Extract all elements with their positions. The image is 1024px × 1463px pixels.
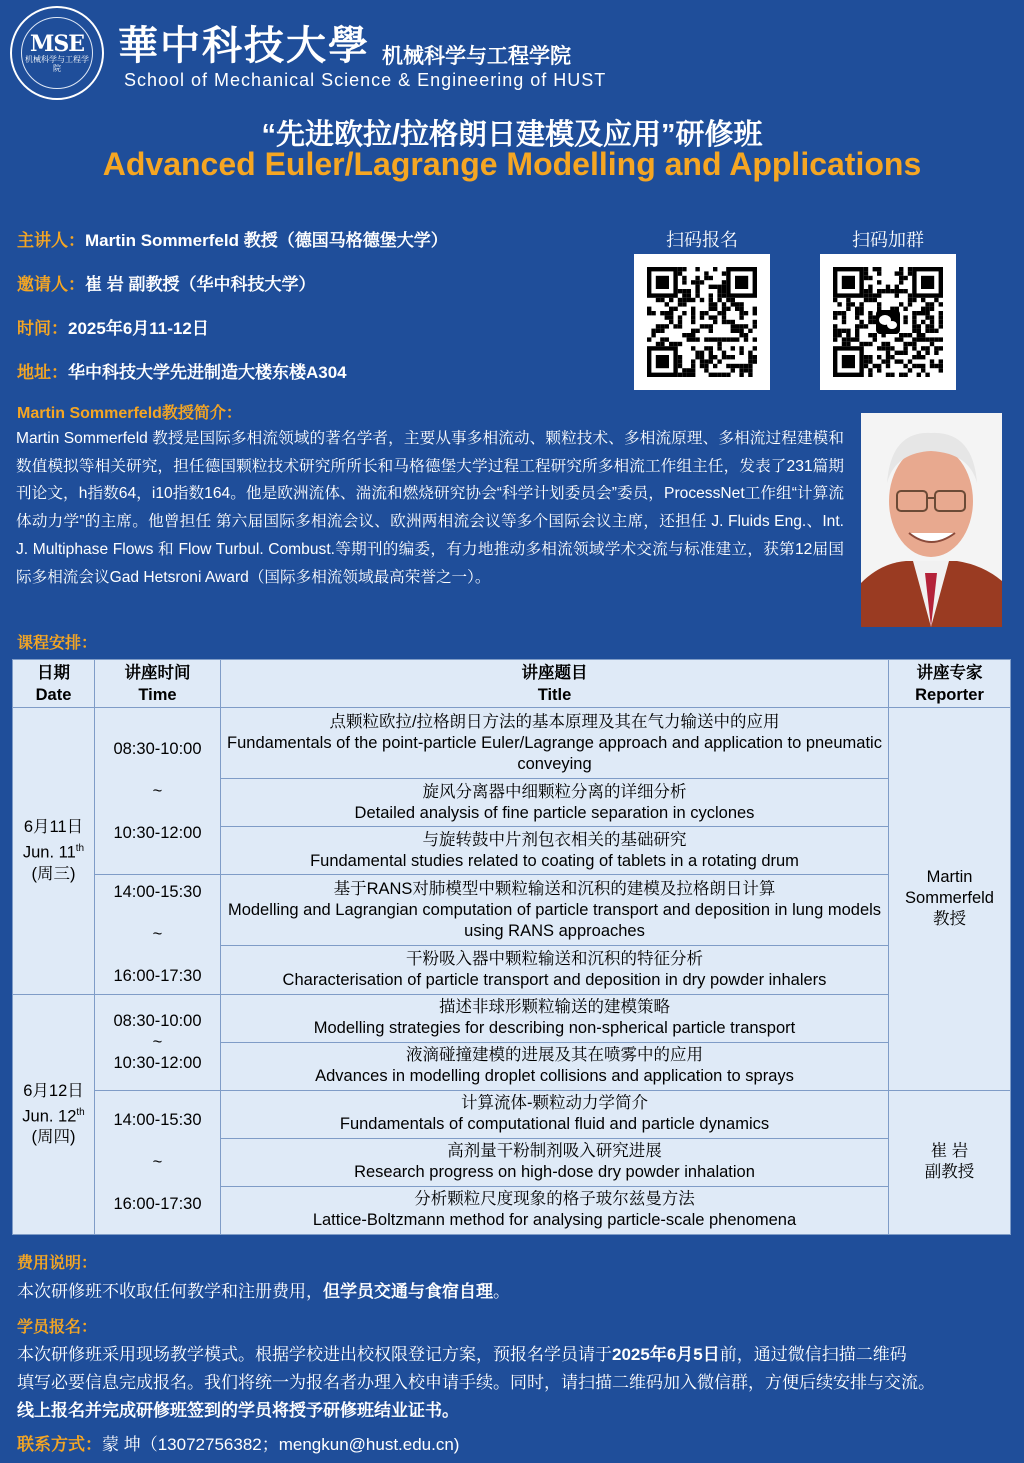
lecture-2: 旋风分离器中细颗粒分离的详细分析 Detailed analysis of fine particle separation in cyclones [221, 779, 889, 827]
bio-text: Martin Sommerfeld 教授是国际多相流领域的著名学者，主要从事多相流动、颗粒技术、多相流原理、多相流过程建模和数值模拟等相关研究，担任德国颗粒技术研究所所长和马格德堡大学过程工程研究所多相流工作组主任，发表了231篇期刊论文，h指数64，i10指数164。他是欧洲流体、湍流和燃烧研究协会“科学计划委员会”委员，ProcessNet工作组“计算流体动力学”的主席。他曾担任 第六届国际多相流会议、欧洲两相流会议等多个国际会议主席，还担任 J. Fluids Eng.、Int. J. Multiphase Flows 和 Flow Turbul. Combust.等期刊的编委，有力地推动多相流领域学术交流与标准建立，获第12届国际多相流会议Gad Hetsroni Award（国际多相流领域最高荣誉之一）。 [16, 430, 844, 586]
register-qr-code[interactable] [634, 254, 770, 390]
lecture-10: 分析颗粒尺度现象的格子玻尔兹曼方法 Lattice-Boltzmann method for analysing particle-scale phenomena [221, 1186, 889, 1234]
table-row [13, 875, 1011, 946]
table-row [13, 994, 1011, 1042]
table-row [13, 1090, 1011, 1138]
table-header-row [13, 660, 1011, 708]
table-row [13, 708, 1011, 779]
inviter-label: 邀请人： [17, 275, 85, 294]
enroll-line-2: 填写必要信息完成报名。我们将统一为报名者办理入校申请手续。同时，请扫描二维码加入微信群，方便后续安排与交流。 [17, 1373, 935, 1392]
qr-register-label: 扫码报名 [666, 230, 738, 250]
day2-pm-time-cell: 14:00-15:30 ~ 16:00-17:30 [95, 1090, 221, 1234]
logo-mark: MSE [29, 31, 84, 58]
enroll-heading: 学员报名： [17, 1319, 98, 1336]
speaker-photo [861, 413, 1002, 627]
lecture-1: 点颗粒欧拉/拉格朗日方法的基本原理及其在气力输送中的应用 Fundamentals of the point-particle Euler/Lagrange approach and application to pneumatic conveying [221, 708, 889, 779]
logo-text: 机械科学与工程学院 [25, 55, 89, 74]
bio-heading: Martin Sommerfeld教授简介： [17, 405, 242, 422]
day2-am-time-cell: 08:30-10:00 ~ 10:30-12:00 [95, 994, 221, 1090]
lecture-8: 计算流体-颗粒动力学简介 Fundamentals of computational fluid and particle dynamics [221, 1090, 889, 1138]
day1-pm-time-cell: 14:00-15:30 ~ 16:00-17:30 [95, 875, 221, 994]
lecture-3: 与旋转鼓中片剂包衣相关的基础研究 Fundamental studies related to coating of tablets in a rotating drum [221, 827, 889, 875]
contact-line [17, 1430, 459, 1455]
contact-value: 蒙 坤（13072756382；mengkun@hust.edu.cn) [102, 1435, 460, 1454]
lecture-7: 液滴碰撞建模的进展及其在喷雾中的应用 Advances in modelling droplet collisions and application to sprays [221, 1042, 889, 1090]
day1-am-time-cell: 08:30-10:00 ~ 10:30-12:00 [95, 708, 221, 875]
contact-label: 联系方式： [17, 1435, 102, 1454]
fees-heading: 费用说明： [17, 1255, 98, 1272]
address-value: 华中科技大学先进制造大楼东楼A304 [68, 363, 347, 382]
inviter-value: 崔 岩 副教授（华中科技大学） [85, 275, 316, 294]
inviter-line [17, 270, 315, 295]
university-name-cn: 華中科技大學 [118, 22, 370, 69]
enroll-line-1: 本次研修班采用现场教学模式。根据学校进出校权限登记方案，预报名学员请于2025年6月5日前，通过微信扫描二维码 [17, 1345, 907, 1364]
school-name-en: School of Mechanical Science & Engineering of HUST [124, 70, 607, 90]
lecture-6: 描述非球形颗粒输送的建模策略 Modelling strategies for describing non-spherical particle transport [221, 994, 889, 1042]
lecture-9: 高剂量干粉制剂吸入研究进展 Research progress on high-dose dry powder inhalation [221, 1138, 889, 1186]
header-reporter: 讲座专家 Reporter [889, 660, 1011, 708]
header-time: 讲座时间 Time [95, 660, 221, 708]
day2-date-cell: 6月12日 Jun. 12th (周四) [13, 994, 95, 1234]
fees-text: 本次研修班不收取任何教学和注册费用，但学员交通与食宿自理。 [17, 1282, 510, 1301]
title-cn: “先进欧拉/拉格朗日建模及应用”研修班 [261, 119, 763, 151]
qr-group-label: 扫码加群 [852, 230, 924, 250]
time-value: 2025年6月11-12日 [68, 319, 209, 338]
lecture-5: 干粉吸入器中颗粒输送和沉积的特征分析 Characterisation of particle transport and deposition in dry powder inhalers [221, 946, 889, 994]
school-logo [10, 6, 104, 100]
address-label: 地址： [17, 363, 68, 382]
speaker-label: 主讲人： [17, 231, 85, 250]
schedule-heading: 课程安排： [17, 635, 98, 652]
school-name-cn: 机械科学与工程学院 [382, 45, 571, 68]
day1-date-cell: 6月11日 Jun. 11th (周三) [13, 708, 95, 994]
lecture-4: 基于RANS对肺模型中颗粒输送和沉积的建模及拉格朗日计算 Modelling and Lagrangian computation of particle transport and deposition in lung models using RANS approaches [221, 875, 889, 946]
reporter-2-cell: 崔 岩 副教授 [889, 1090, 1011, 1234]
speaker-value: Martin Sommerfeld 教授（德国马格德堡大学） [85, 231, 448, 250]
title-en: Advanced Euler/Lagrange Modelling and Applications [102, 146, 922, 182]
reporter-1-cell: Martin Sommerfeld 教授 [889, 708, 1011, 1091]
header-date: 日期 Date [13, 660, 95, 708]
group-qr-code[interactable] [820, 254, 956, 390]
time-label: 时间： [17, 319, 68, 338]
header-title: 讲座题目 Title [221, 660, 889, 708]
enroll-line-3: 线上报名并完成研修班签到的学员将授予研修班结业证书。 [17, 1401, 459, 1420]
address-line [17, 358, 347, 383]
schedule-table [12, 659, 1011, 1235]
speaker-line [17, 226, 448, 251]
time-line [17, 314, 209, 339]
